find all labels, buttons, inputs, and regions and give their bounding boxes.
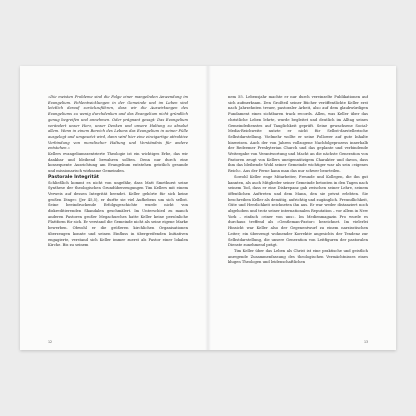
body-paragraph: nem 55. Lebensjahr machte er nur durch vereinzelte Publikationen auf sich aufmerksam. Den Großteil seiner Bücher veröffentlichte Keller erst nach Jahrzehnten treuer, pastoraler Arbeit, also auf dem glaubwürdigen Fundament eines sichtbaren track records. Allen, was Keller über das christliche Leben lehrte, wurde begleitet und deutlich im Alltag seines Gemeindedienstes auf Tauglichkeit geprüft. Seine gewachsene Social-Media-Reichweite nutzte er nicht für Selbst-darstellerische Selbstdarstellung. Vielmehr wollte er seine Follower auf gute Inhalte hinweisen. Auch der von Jahren vollzogene Nachfolgeprozess innerhalb der Redeemer Presbyterian Church und das geplante und verbindende Weitergabe von Verantwortung und Macht an die nächste Generation von Pastoren zeugt von Kellers uneigennützigem Charakter und davon, dass ihm das bleibende Wohl seiner Gemeinde wichtiger war als sein »eigenes Reich«. Aus der Ferne kann man das nur schwer beurteilen. xyxy=(228,95,368,174)
book-spread xyxy=(20,66,396,350)
left-text-column xyxy=(48,95,188,335)
right-page xyxy=(208,66,396,350)
body-paragraph: Tim Keller über das Leben als Christ ist eine praktische und geistlich anregende Zusammenfassung des theologischen Vermächtnisses eines klugen Theologen und leidenschaftlichen xyxy=(228,248,368,265)
body-paragraph: Schließlich kommt es nicht von ungefähr, dass Matt Smethurst seine Synthese der theologischen Grundüberzeugungen Tim Kellers mit einem Verweis auf dessen Integrität beendet. Keller gehörte für sich keine großen Dinge« (Jer 45,5), er durfte sie viel Aufhebens um sich selbst. Seine beeindruckende Erfolgsgeschichte wurde nicht von diskreditierenden Skandalen geschmälert. Im Unterschied zu manch anderen Pastoren großer Megachurches hatte Keller keine persönliche Plattform für sich. Er verstand die Gemeinde nicht als seine eigene Marke bewerben. Obwohl er die größeren kirchlichen Organisationen überzeugen konnte und seinen Einfluss in übergreifenden Initiativen engagierte, verstand sich Keller immer zuerst als Pastor einer lokalen Kirche. Bis zu seinem xyxy=(48,180,188,248)
page-number-left: 12 xyxy=(48,340,53,344)
left-page xyxy=(20,66,208,350)
page-number-right: 13 xyxy=(363,340,368,344)
body-paragraph: Sowohl Keller enge Mitarbeiter, Freunde und Kollegen, die ihn gut kannten, als auch Mitglieder seiner Gemeinde betonten in den Tagen nach seinem Tod, dass er eine Diskrepanz gab zwischen seiner Lehre, seinem öffentlichen Auftreten und dem Mann, den sie privat erlebten. Sie beschreiben Keller als demütig, aufrichtig und zugänglich. Freundlichkeit, Güte und Herzlichkeit zeichneten ihn aus. Er war weder distanziert noch abgehoben und trotz seiner internationalen Reputation – vor allem in New York – einfach »einer von uns«. Im Medienmagazin Pro wurde es durchaus treffend als »Gentleman-Pastor« bezeichnet. Im vielerlei Hinsicht war Keller also der Gegenentwurf zu einem narzisstischen Leiter; ein überzeugt wohnender Korrektiv angesichts der Tendenz zur Selbstdarstellung, die unsere Generation von Leitfiguren der pastoralen Dienste zunehmend prägt. xyxy=(228,174,368,248)
block-quote: »Die meisten Probleme sind die Folge einer mangelnden Anwendung im Evangelium. Fehlentwicklungen in der Gemeinde und im Leben sind letztlich darauf zurückzuführen, dass wir die Auswirkungen des Evangeliums zu wenig durchdenken und das Evangelium nicht gründlich genug begreifen und annehmen. Oder prägnant gesagt: Das Evangelium verändert unser Herz, unser Denken und unsere Haltung zu absolut allem. Wenn in einem Bereich des Lebens das Evangelium in seiner Fülle ausgelegt und umgesetzt wird, dann wird hier eine einzigartige attraktive Verbindung von moralischer Haltung und Verständnis für andere entstehen.« xyxy=(48,95,188,151)
body-paragraph: Kellers evangeliumszentrierte Theologie ist ein wichtiges Erbe, das wir dankbar und bleibend bewahren sollten. Denn nur durch eine konsequente Ausrichtung am Evangelium entstehen geistlich gesunde und missionarisch wirksame Gemeinden. xyxy=(48,152,188,174)
right-text-column xyxy=(228,95,368,335)
section-heading: Pastorale Integrität xyxy=(48,174,99,180)
